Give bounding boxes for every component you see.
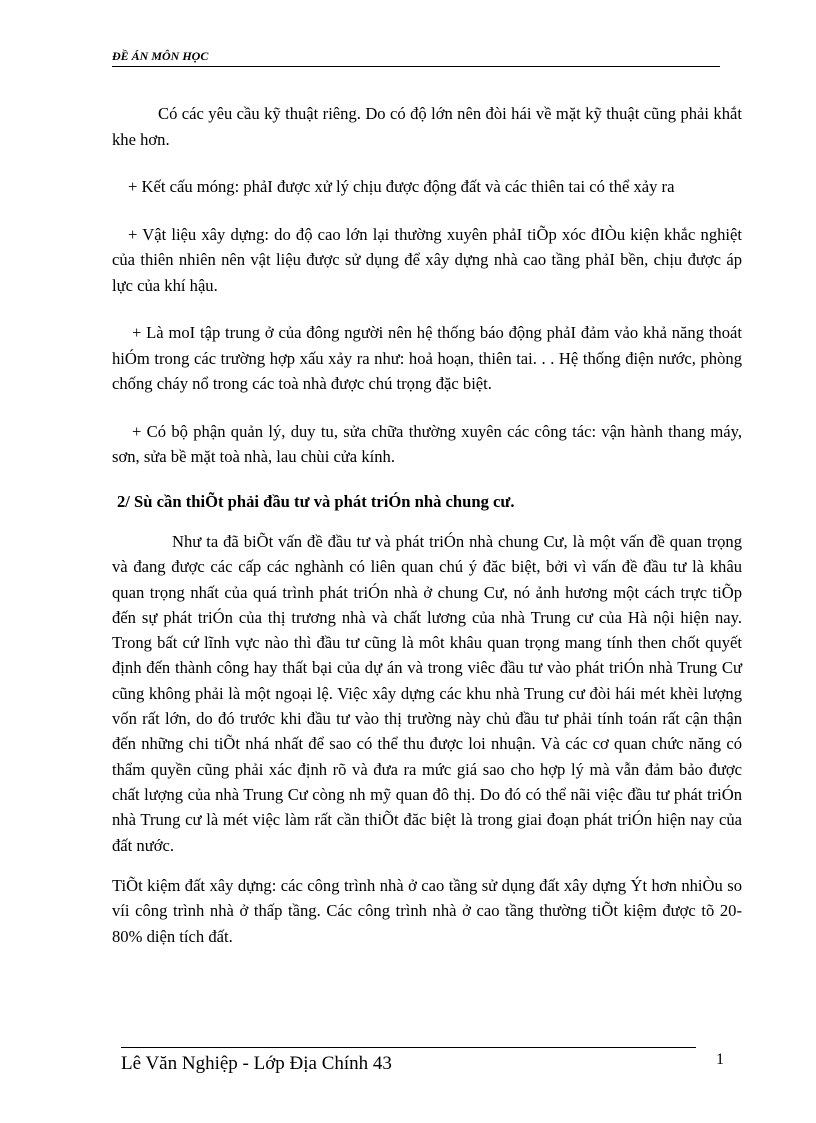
section-heading: 2/ Sù cần thiÕt phải đầu tư và phát triÓn nhà chung cư. — [117, 491, 515, 511]
paragraph-main: Như ta đã biÕt vấn đề đầu tư và phát triÓn nhà chung Cư, là một vấn đề quan trọng và đang được các cấp các nghành có liên quan chú ý đăc biệt, bởi vì vấn đề đầu tư là khâu quan trọng nhất của quá trình phát triÓn nhà ở chung Cư, nó ảnh hương một cách trực tiÕp đến sự phát triÓn của thị trương nhà và chất lương của nhà Trung cư của Hà nội hiện nay. Trong bất cứ lĩnh vực nào thì đầu tư cũng là môt khâu quan trọng mang tính then chốt quyết định đến thành công hay thất bại của dự án và trong viêc đầu tư vào phát triÓn nhà Trung Cư cũng không phải là một ngoại lệ. Việc xây dựng các khu nhà Trung cư đòi hái mét khèi lượng vốn rất lớn, do đó trước khi đầu tư vào thị trường này chủ đầu tư phải tính toán rất cận thận đến những chi tiÕt nhá nhất để sao có thể thu được loi nhuận. Và các cơ quan chức năng có thẩm quyền cũng phải xác định rõ và đưa ra mức giá sao cho hợp lý mà vẫn đảm bảo được chất lượng của nhà Trung Cư còng nh mỹ quan đô thị. Do đó có thể nãi việc đầu tư phát triÓn nhà Trung cư là mét việc làm rất cần thiÕt đăc biệt là trong giai đoạn phát triÓn hiện nay của đất nước. — [112, 532, 742, 855]
footer-author: Lê Văn Nghiệp - Lớp Địa Chính 43 — [121, 1053, 392, 1074]
document-body — [112, 101, 742, 949]
paragraph-3: + Vật liệu xây dựng: do độ cao lớn lại thường xuyên phảI tiÕp xóc đIÒu kiện khắc nghiệt của thiên nhiên nên vật liệu được sử dụng để xây dựng nhà cao tầng phảI bền, chịu được áp lực của khí hậu. — [112, 224, 742, 295]
paragraph-1: Có các yêu cầu kỹ thuật riêng. Do có độ lớn nên đòi hái về mặt kỹ thuật cũng phải khắt khe hơn. — [112, 104, 742, 149]
footer-divider — [121, 1047, 696, 1048]
paragraph-2: + Kết cấu móng: phảI được xử lý chịu được động đất và các thiên tai có thể xảy ra — [128, 177, 675, 196]
paragraph-4: + Là moI tập trung ở của đông người nên hệ thống báo động phảI đảm vảo khả năng thoát hiÓm trong các trường hợp xấu xảy ra như: hoả hoạn, thiên tai. . . Hệ thống điện nước, phòng chống cháy nổ trong các toà nhà được chú trọng đặc biệt. — [112, 323, 742, 393]
paragraph-5: + Có bộ phận quản lý, duy tu, sửa chữa thường xuyên các công tác: vận hành thang máy, sơn, sửa bề mặt toà nhà, lau chùi cửa kính. — [112, 421, 742, 466]
page-number: 1 — [716, 1051, 724, 1068]
paragraph-last: TiÕt kiệm đất xây dựng: các công trình nhà ở cao tầng sử dụng đất xây dựng Ýt hơn nhiÒu so víi công trình nhà ở thấp tầng. Các công trình nhà ở cao tầng thường tiÕt kiệm được tõ 20-80% diện tích đất. — [112, 875, 742, 946]
header-title: ĐỀ ÁN MÔN HỌC — [112, 49, 209, 63]
page-header — [112, 48, 720, 67]
